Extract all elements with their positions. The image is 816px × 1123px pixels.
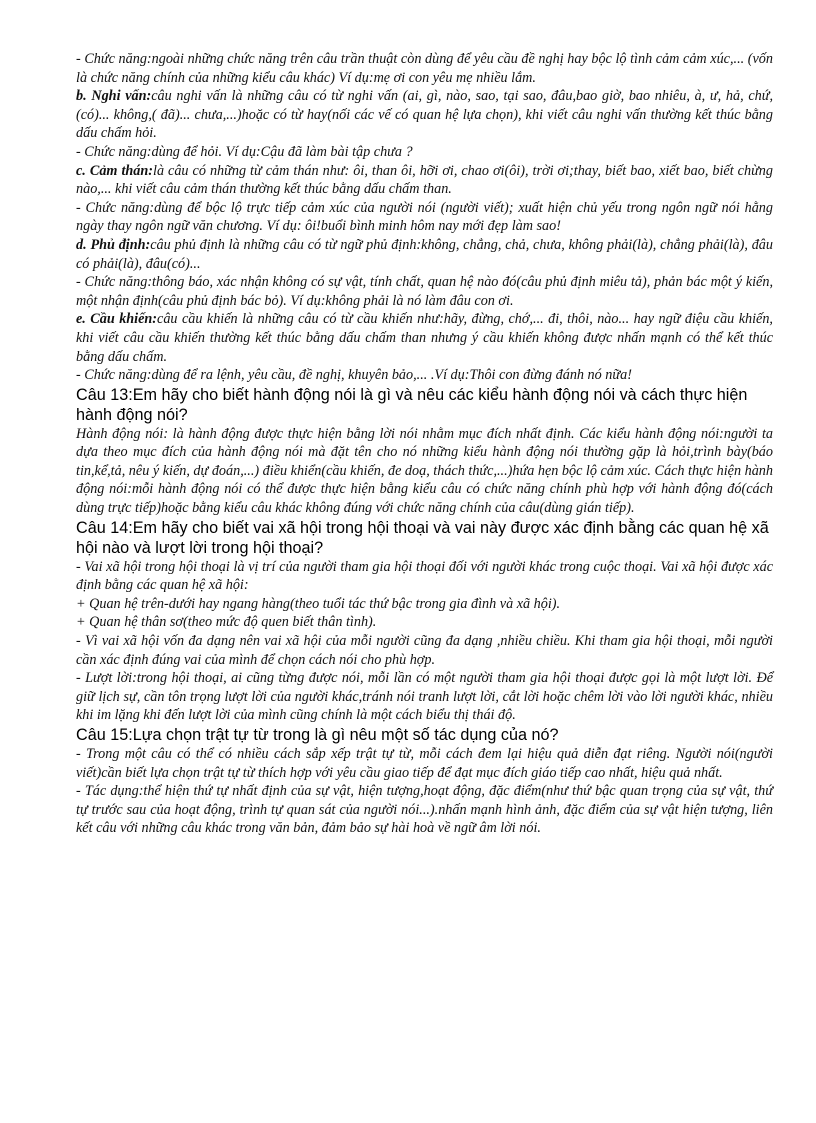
paragraph-text: câu phủ định là những câu có từ ngữ phủ định:không, chẳng, chả, chưa, không phải(là), chẳng phải(là), đâu có phải(là), đâu(có)... [76,236,773,272]
paragraph: + Quan hệ trên-dưới hay ngang hàng(theo tuổi tác thứ bậc trong gia đình và xã hội). [76,595,561,612]
term-label: c. Cảm thán: [76,162,153,179]
document-body [76,50,773,838]
question-heading: Câu 15:Lựa chọn trật tự từ trong là gì nêu một số tác dụng của nó? [76,726,559,744]
question-heading: Câu 13:Em hãy cho biết hành động nói là gì và nêu các kiểu hành động nói và cách thực hiện hành động nói? [76,385,748,424]
paragraph: - Chức năng:thông báo, xác nhận không có sự vật, tính chất, quan hệ nào đó(câu phủ định miêu tả), phản bác một ý kiến, một nhận định(câu phủ định bác bỏ). Ví dụ:không phải là nó làm đâu con ơi. [76,274,773,309]
paragraph: - Chức năng:dùng để hỏi. Ví dụ:Cậu đã làm bài tập chưa ? [76,143,413,160]
paragraph [76,87,773,143]
paragraph-text: câu cầu khiến là những câu có từ cầu khiến như:hãy, đừng, chớ,... đi, thôi, nào... hay ngữ điệu cầu khiến, khi viết câu cầu khiến thường kết thúc bằng dấu chấm than nhưng ý cầu khiến không được nhấn mạnh có thể kết thúc bằng dấu chấm. [76,311,773,365]
question-heading: Câu 14:Em hãy cho biết vai xã hội trong hội thoại và vai này được xác định bằng các quan hệ xã hội nào và lượt lời trong hội thoại? [76,518,769,557]
paragraph: + Quan hệ thân sơ(theo mức độ quen biết thân tình). [76,614,377,631]
paragraph: - Chức năng:ngoài những chức năng trên câu trần thuật còn dùng để yêu cầu đề nghị hay bộc lộ tình cảm cảm xúc,... (vốn là chức năng chính của những kiểu câu khác) Ví dụ:mẹ ơi con yêu mẹ nhiều lắm. [76,51,773,86]
paragraph: - Lượt lời:trong hội thoại, ai cũng từng được nói, mỗi lần có một người tham gia hội thoại được gọi là một lượt lời. Để giữ lịch sự, cần tôn trọng lượt lời của người khác,tránh nói tranh lượt lời, cắt lời hoặc chêm lời vào lời người khác, nhiều khi im lặng khi đến lượt lời của mình cũng chính là một cách biểu thị thái độ. [76,670,773,724]
paragraph [76,310,773,366]
paragraph-text: là câu có những từ cảm thán như: ôi, than ôi, hỡi ơi, chao ơi(ôi), trời ơi;thay, biết bao, xiết bao, biết chừng nào,... khi viết câu cảm thán thường kết thúc bằng dấu chấm than. [76,162,773,198]
paragraph: - Chức năng:dùng để ra lệnh, yêu cầu, đề nghị, khuyên bảo,... .Ví dụ:Thôi con đừng đánh nó nữa! [76,367,632,384]
term-label: b. Nghi vấn: [76,88,152,105]
paragraph: - Trong một câu có thể có nhiều cách sắp xếp trật tự từ, mỗi cách đem lại hiệu quả diễn đạt riêng. Người nói(người viết)cần biết lựa chọn trật tự từ thích hợp với yêu cầu giao tiếp để đạt mục đích giáo tiếp cao nhất, hiệu quả nhất. [76,746,773,781]
paragraph: - Tác dụng:thể hiện thứ tự nhất định của sự vật, hiện tượng,hoạt động, đặc điểm(như thứ bậc quan trọng của sự vật, thứ tự trước sau của hoạt động, trình tự quan sát của người nói...).nhấn mạnh hình ảnh, đặc điểm của sự vật hiện tượng, liên kết câu với những câu khác trong văn bản, đảm bảo sự hài hoà về ngữ âm lời nói. [76,783,773,837]
paragraph-text: câu nghi vấn là những câu có từ nghi vấn (ai, gì, nào, sao, tại sao, đâu,bao giờ, bao nhiêu, à, ư, hả, chứ,(có)... không,( đã)... chưa,...)hoặc có từ hay(nối các vế có quan hệ lựa chọn), khi viết câu nghi vấn thường kết thúc bằng dấu chấm hỏi. [76,88,773,142]
term-label: e. Cầu khiến: [76,311,158,328]
paragraph: - Chức năng:dùng để bộc lộ trực tiếp cảm xúc của người nói (người viết); xuất hiện chủ yếu trong ngôn ngữ nói hằng ngày thay ngôn ngữ văn chương. Ví dụ: ôi!buổi bình minh hôm nay mới đẹp làm sao! [76,199,773,235]
paragraph: Hành động nói: là hành động được thực hiện bằng lời nói nhằm mục đích nhất định. Các kiểu hành động nói:người ta dựa theo mục đích của hành động nói mà đặt tên cho nó những kiểu hành động nói thường gặp là hỏi,trình bày(báo tin,kể,tả, nêu ý kiến, dự đoán,...) điều khiển(cầu khiến, đe doạ, thách thức,...)hứa hẹn bộc lộ cảm xúc. Cách thực hiện hành động nói:mỗi hành động nói có thể được thực hiện bằng kiểu câu có chức năng chính phù hợp với hành động đó(cách dùng trực tiếp)hoặc bằng kiểu câu khác không đúng với chức năng chính của câu(dùng gián tiếp). [76,425,773,517]
paragraph [76,236,773,273]
paragraph: - Vai xã hội trong hội thoại là vị trí của người tham gia hội thoại đối với người khác trong cuộc thoại. Vai xã hội được xác định bằng các quan hệ xã hội: [76,558,773,594]
paragraph [76,162,773,199]
paragraph: - Vì vai xã hội vốn đa dạng nên vai xã hội của mỗi người cũng đa dạng ,nhiều chiều. Khi tham gia hội thoại, mỗi người cần xác định đúng vai của mình để chọn cách nói cho phù hợp. [76,633,773,668]
term-label: d. Phủ định: [76,236,151,253]
